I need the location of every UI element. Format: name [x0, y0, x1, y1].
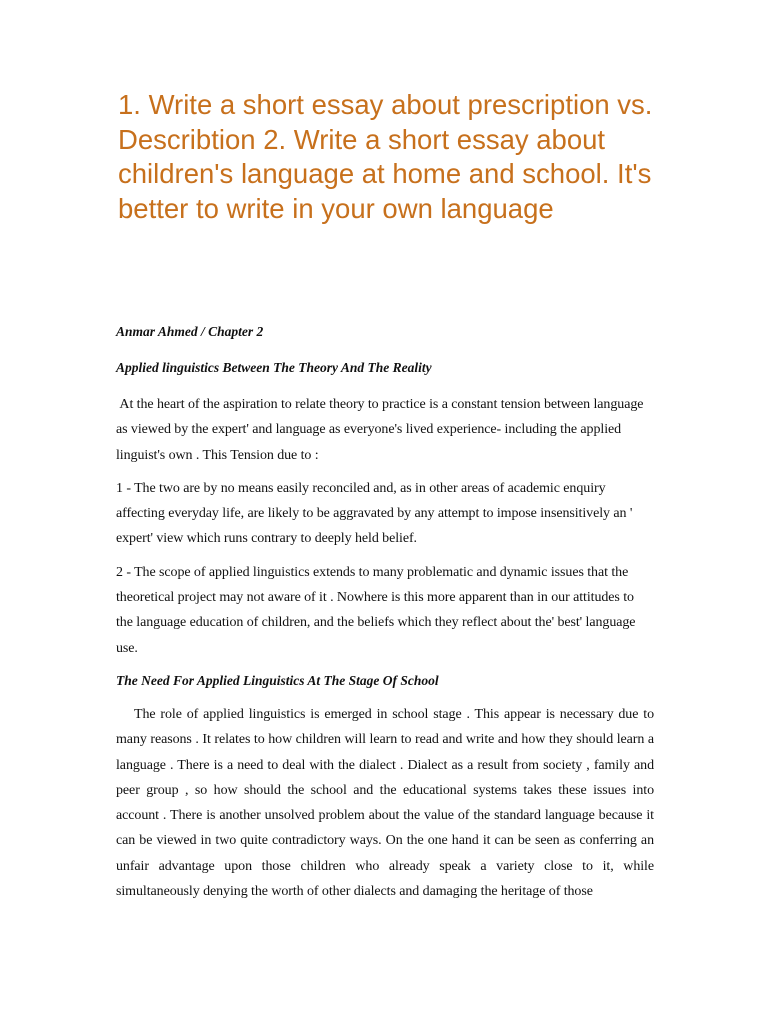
school-paragraph: The role of applied linguistics is emerged in school stage . This appear is necessary due to many reasons . It relates to how children will learn to read and write and how they should learn a language . There is a need to deal with the dialect . Dialect as a result from society , family and peer group , so how should the school and the educational systems takes these issues into account . There is another unsolved problem about the value of the standard language because it can be viewed in two quite contradictory ways. On the one hand it can be seen as conferring an unfair advantage upon those children who already speak a variety close to it, while simultaneously denying the worth of other dialects and damaging the heritage of those — [116, 706, 654, 900]
point-one-paragraph: 1 - The two are by no means easily reconciled and, as in other areas of academic enquiry affecting everyday life, are likely to be aggravated by any attempt to impose insensitively an ' expert' view which runs contrary to deeply held belief. — [116, 480, 633, 547]
chapter-subtitle: Applied linguistics Between The Theory And The Reality — [116, 360, 432, 375]
intro-paragraph — [116, 392, 654, 468]
document-body — [116, 322, 654, 904]
section-heading: The Need For Applied Linguistics At The Stage Of School — [116, 672, 439, 688]
author-line: Anmar Ahmed / Chapter 2 — [116, 324, 264, 339]
document-title: 1. Write a short essay about prescription vs. Describtion 2. Write a short essay about children's language at home and school. It's better to write in your own language — [118, 89, 653, 224]
intro-paragraph-text: At the heart of the aspiration to relate theory to practice is a constant tension between language as viewed by the expert' and language as everyone's lived experience- including the applied linguist's own . This Tension due to : — [116, 397, 644, 463]
point-two-paragraph: 2 - The scope of applied linguistics extends to many problematic and dynamic issues that the theoretical project may not aware of it . Nowhere is this more apparent than in our attitudes to the language education of children, and the beliefs which they reflect about the' best' language use. — [116, 564, 636, 656]
